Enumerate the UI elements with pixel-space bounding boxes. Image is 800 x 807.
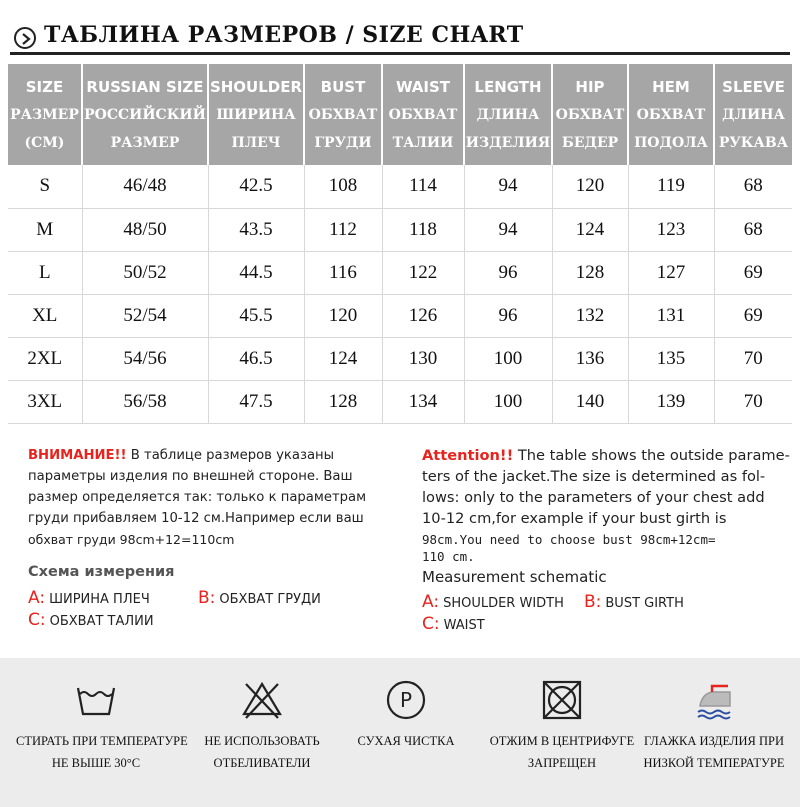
column-header-text: (CM) [24,134,65,151]
column-header [464,64,552,165]
care-item [326,658,486,807]
table-cell: 127 [628,251,714,294]
legend-item: C: WAIST [422,614,485,634]
iron-low-icon [690,676,738,724]
column-header-text: РУКАВА [718,134,789,151]
wash-30-icon [72,676,120,724]
table-cell: S [8,165,82,208]
table-cell: 96 [464,251,552,294]
table-cell: 70 [714,337,792,380]
column-header-text: ОБХВАТ [388,106,458,123]
schema-title: Схема измерения [28,564,175,580]
table-row [8,294,792,337]
table-cell: 119 [628,165,714,208]
table-cell: 132 [552,294,628,337]
table-cell: 96 [464,294,552,337]
table-cell: 50/52 [82,251,208,294]
table-cell: 128 [552,251,628,294]
table-cell: 135 [628,337,714,380]
no-bleach-icon [238,676,286,724]
table-cell: 43.5 [208,208,304,251]
table-cell: 42.5 [208,165,304,208]
table-cell: 46.5 [208,337,304,380]
column-header-text: BUST [320,77,366,96]
table-cell: 3XL [8,380,82,423]
column-header-text: RUSSIAN SIZE [86,77,204,96]
care-item [16,658,188,807]
table-cell: 70 [714,380,792,423]
note-text: 10-12 cm,for example if your bust girth is [422,510,727,527]
column-header-text: ОБХВАТ [555,106,625,123]
column-header-text: SHOULDER [209,77,303,96]
page-header [10,22,790,56]
care-item [182,658,342,807]
table-header-row [8,64,792,165]
table-row [8,208,792,251]
table-cell: 126 [382,294,464,337]
column-header [628,64,714,165]
table-cell: 122 [382,251,464,294]
column-header-text: ГРУДИ [314,134,372,151]
table-cell: 46/48 [82,165,208,208]
column-header-text: ПЛЕЧ [231,134,281,151]
legend-item: B: BUST GIRTH [584,592,684,612]
column-header-text: HIP [575,77,605,96]
column-header-text: ШИРИНА [216,106,296,123]
dry-clean-p-icon [382,676,430,724]
table-cell: L [8,251,82,294]
note-text: размер определяется так: только к параметрам [28,490,367,505]
table-cell: 68 [714,165,792,208]
table-cell: 69 [714,251,792,294]
page-title: ТАБЛИНА РАЗМЕРОВ / SIZE CHART [44,22,524,48]
table-cell: 134 [382,380,464,423]
schema-title: Measurement schematic [422,568,607,586]
table-cell: 2XL [8,337,82,380]
svg-text:P: P [399,688,413,712]
column-header-text: БЕДЕР [561,134,619,151]
table-cell: 120 [552,165,628,208]
header-rule [10,52,790,55]
table-cell: 123 [628,208,714,251]
column-header-text: SLEEVE [722,77,785,96]
table-cell: XL [8,294,82,337]
care-item [482,658,642,807]
note-text: обхват груди 98cm+12=110cm [28,532,235,547]
chevron-right-icon [14,27,36,49]
care-label: ОТБЕЛИВАТЕЛИ [213,756,311,770]
care-label: СТИРАТЬ ПРИ ТЕМПЕРАТУРЕ [16,734,188,748]
table-row [8,165,792,208]
care-item [634,658,794,807]
column-header-text: ОБХВАТ [636,106,706,123]
note-text: The table shows the outside parame- [513,447,790,464]
column-header [552,64,628,165]
warning-label: Attention!! [422,447,514,464]
column-header-text: ИЗДЕЛИЯ [465,134,551,151]
legend-item: A: ШИРИНА ПЛЕЧ [28,588,150,608]
table-cell: 116 [304,251,382,294]
care-label: НИЗКОЙ ТЕМПЕРАТУРЕ [643,756,785,770]
note-text: lows: only to the parameters of your chest add [422,489,765,506]
column-header-text: LENGTH [474,77,542,96]
care-label: СУХАЯ ЧИСТКА [357,734,455,748]
table-cell: 100 [464,337,552,380]
column-header-text: WAIST [395,77,451,96]
care-label: ОТЖИМ В ЦЕНТРИФУГЕ [489,734,635,748]
column-header [382,64,464,165]
column-header [208,64,304,165]
column-header [82,64,208,165]
table-cell: 128 [304,380,382,423]
size-chart-table [8,64,792,424]
column-header-text: ТАЛИИ [392,134,454,151]
table-cell: 130 [382,337,464,380]
care-label: НЕ ВЫШЕ 30°C [51,756,141,770]
table-cell: 94 [464,165,552,208]
table-cell: 136 [552,337,628,380]
column-header-text: HEM [652,77,690,96]
note-text: параметры изделия по внешней стороне. Ваш [28,469,353,484]
table-cell: 45.5 [208,294,304,337]
table-row [8,380,792,423]
note-english [422,445,792,564]
column-header [8,64,82,165]
legend-item: A: SHOULDER WIDTH [422,592,564,612]
no-tumble-dry-icon [538,676,586,724]
table-cell: 94 [464,208,552,251]
column-header-text: ОБХВАТ [308,106,378,123]
table-cell: M [8,208,82,251]
column-header-text: ДЛИНА [722,106,785,123]
table-cell: 139 [628,380,714,423]
table-cell: 124 [552,208,628,251]
table-cell: 124 [304,337,382,380]
table-cell: 44.5 [208,251,304,294]
column-header-text: ПОДОЛА [634,134,708,151]
legend-item: B: ОБХВАТ ГРУДИ [198,588,321,608]
table-cell: 108 [304,165,382,208]
table-cell: 52/54 [82,294,208,337]
care-label: ЗАПРЕЩЕН [527,756,597,770]
care-instructions [0,658,800,807]
table-row [8,337,792,380]
table-cell: 131 [628,294,714,337]
note-russian [28,445,398,550]
column-header-text: РАЗМЕР [10,106,79,123]
warning-label: ВНИМАНИЕ!! [28,448,127,463]
table-row [8,251,792,294]
legend-item: C: ОБХВАТ ТАЛИИ [28,610,154,630]
note-text: 110 cm. [422,549,475,564]
table-cell: 68 [714,208,792,251]
column-header-text: РОССИЙСКИЙ [84,106,206,123]
table-cell: 112 [304,208,382,251]
table-cell: 56/58 [82,380,208,423]
column-header-text: РАЗМЕР [110,134,180,151]
care-label: НЕ ИСПОЛЬЗОВАТЬ [204,734,320,748]
column-header-text: ДЛИНА [476,106,540,123]
table-cell: 100 [464,380,552,423]
table-cell: 140 [552,380,628,423]
table-cell: 54/56 [82,337,208,380]
table-cell: 114 [382,165,464,208]
note-text: груди прибавляем 10-12 см.Например если ваш [28,511,364,526]
table-cell: 47.5 [208,380,304,423]
table-cell: 120 [304,294,382,337]
column-header [304,64,382,165]
table-cell: 118 [382,208,464,251]
table-cell: 69 [714,294,792,337]
column-header-text: SIZE [25,77,64,96]
care-label: ГЛАЖКА ИЗДЕЛИЯ ПРИ [644,734,784,748]
note-text: 98cm.You need to choose bust 98cm+12cm= [422,532,716,547]
note-text: ters of the jacket.The size is determined as fol- [422,468,766,485]
table-cell: 48/50 [82,208,208,251]
note-text: В таблице размеров указаны [126,448,335,463]
column-header [714,64,792,165]
